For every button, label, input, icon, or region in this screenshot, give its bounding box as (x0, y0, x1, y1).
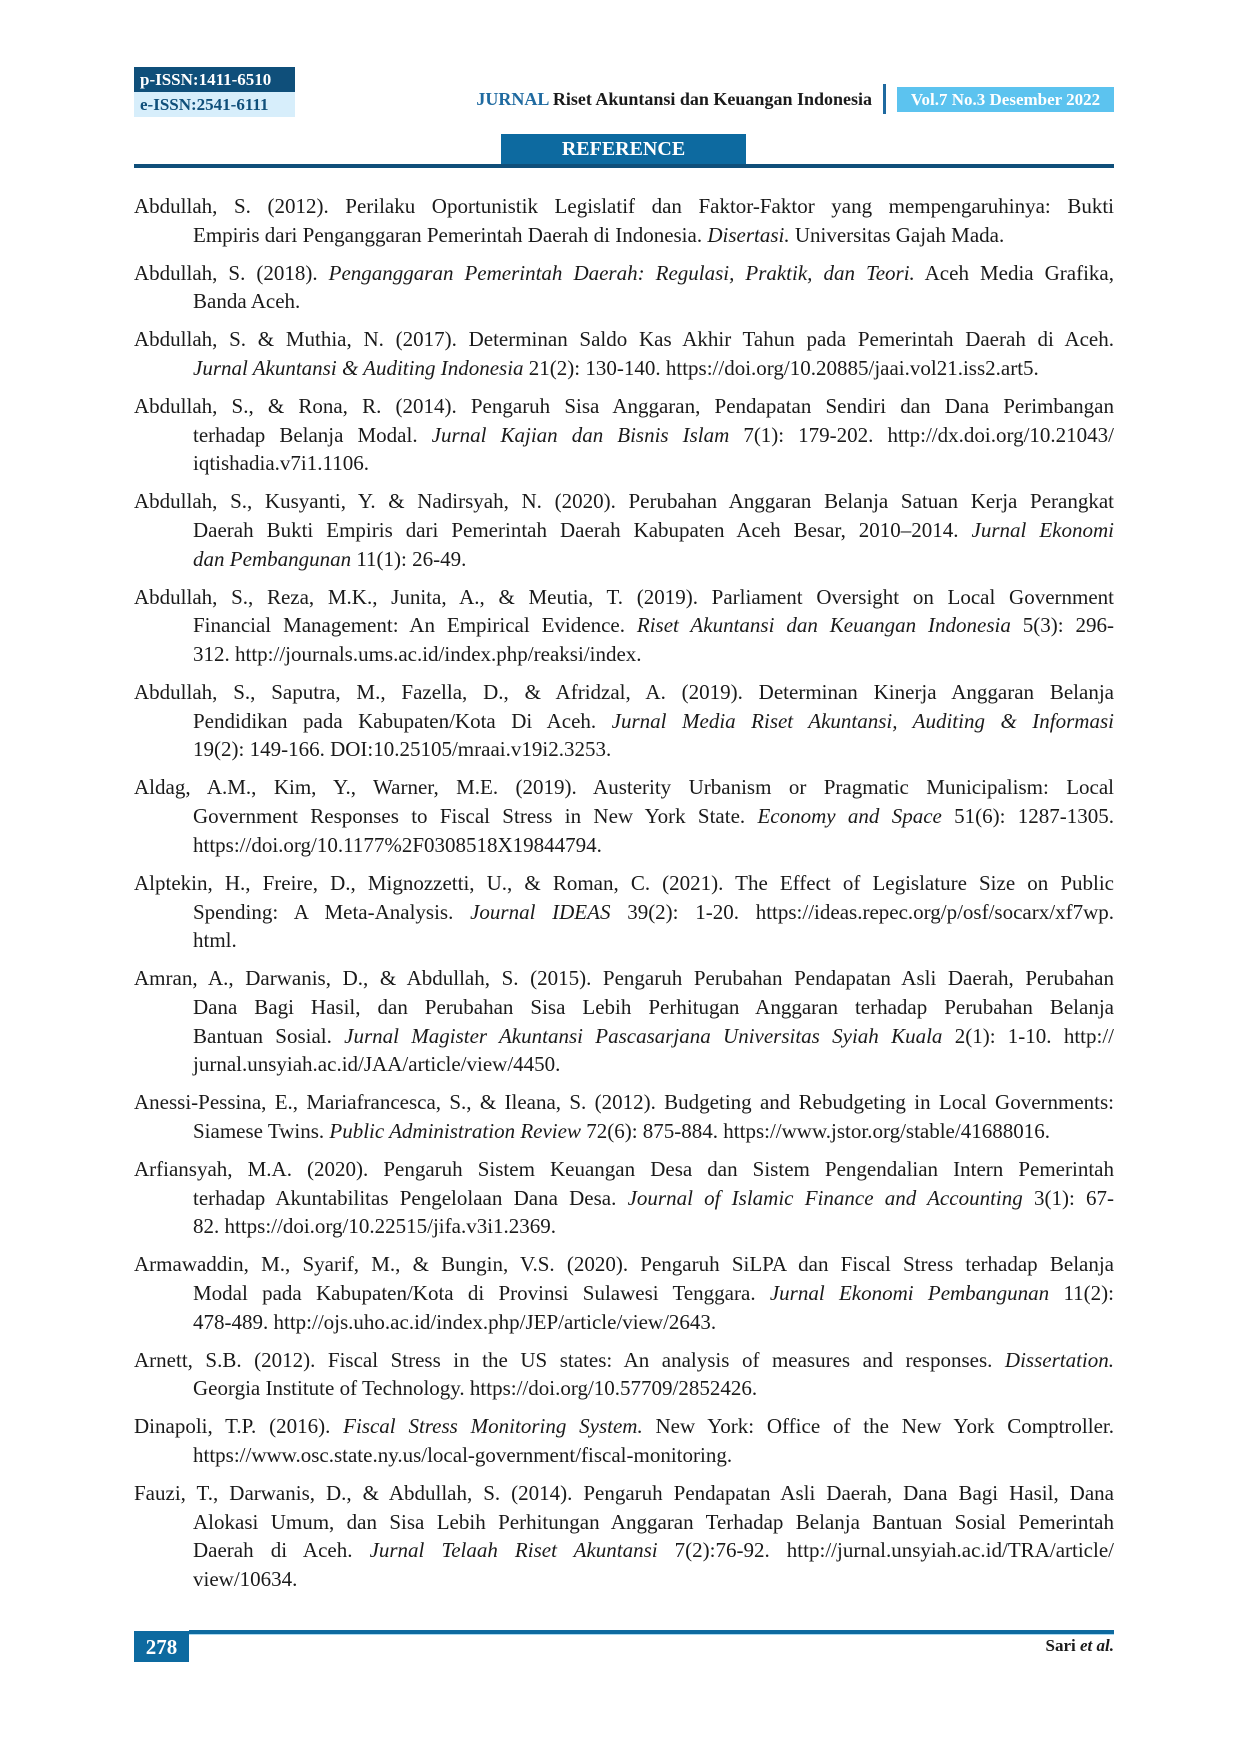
reference-entry (134, 678, 1114, 764)
reference-text: html. (193, 928, 237, 953)
reference-line (134, 640, 1114, 669)
header-separator (883, 84, 886, 114)
reference-line (134, 1479, 1114, 1508)
reference-text: Fauzi, T., Darwanis, D., & Abdullah, S. (2014). Pengaruh Pendapatan Asli Daerah, Dana Bagi Hasil, Dana (134, 1480, 1114, 1505)
reference-text: Georgia Institute of Technology. https://doi.org/10.57709/2852426. (193, 1376, 758, 1401)
reference-line (134, 221, 1114, 250)
reference-italic-text: Journal IDEAS (470, 899, 611, 924)
reference-line (134, 1441, 1114, 1470)
reference-text: 51(6): 1287-1305. (941, 804, 1114, 829)
reference-line (134, 1346, 1114, 1375)
reference-italic-text: Disertasi. (707, 222, 790, 247)
reference-line (134, 354, 1114, 383)
reference-line (134, 1412, 1114, 1441)
reference-text: Arfiansyah, M.A. (2020). Pengaruh Sistem Keuangan Desa dan Sistem Pengendalian Intern Pemerintah (134, 1156, 1114, 1181)
reference-line (134, 831, 1114, 860)
reference-text: Amran, A., Darwanis, D., & Abdullah, S. (2015). Pengaruh Perubahan Pendapatan Asli Daerah, Perubahan (134, 966, 1114, 991)
reference-line (134, 325, 1114, 354)
reference-italic-text: Jurnal Magister Akuntansi Pascasarjana Universitas Syiah Kuala (344, 1023, 943, 1048)
reference-line (134, 678, 1114, 707)
e-issn: e-ISSN:2541-6111 (134, 92, 295, 117)
reference-text: Pendidikan pada Kabupaten/Kota Di Aceh. (193, 708, 612, 733)
reference-text: Alokasi Umum, dan Sisa Lebih Perhitungan Anggaran Terhadap Belanja Bantuan Sosial Pemerintah (193, 1509, 1114, 1534)
reference-text: terhadap Belanja Modal. (193, 422, 432, 447)
reference-line (134, 1155, 1114, 1184)
reference-text: 478-489. http://ojs.uho.ac.id/index.php/JEP/article/view/2643. (193, 1309, 717, 1334)
journal-prefix: JURNAL (476, 89, 549, 109)
reference-line (134, 1508, 1114, 1537)
reference-line (134, 1212, 1114, 1241)
reference-italic-text: Dissertation. (1004, 1347, 1114, 1372)
reference-text: 21(2): 130-140. https://doi.org/10.20885/jaai.vol21.iss2.art5. (523, 356, 1039, 381)
reference-list (134, 192, 1114, 1603)
reference-text: Empiris dari Penganggaran Pemerintah Daerah di Indonesia. (193, 222, 708, 247)
reference-entry (134, 392, 1114, 478)
reference-text: Aldag, A.M., Kim, Y., Warner, M.E. (2019). Austerity Urbanism or Pragmatic Municipalism: Local (134, 775, 1114, 800)
reference-line (134, 192, 1114, 221)
reference-text: https://www.osc.state.ny.us/local-government/fiscal-monitoring. (193, 1442, 733, 1467)
reference-italic-text: Journal of Islamic Finance and Accounting (627, 1185, 1023, 1210)
reference-line (134, 1279, 1114, 1308)
reference-text: Abdullah, S. (2018). (134, 260, 329, 285)
reference-line (134, 735, 1114, 764)
reference-text: iqtishadia.v7i1.1106. (193, 451, 369, 476)
reference-entry (134, 964, 1114, 1079)
reference-line (134, 707, 1114, 736)
reference-italic-text: Jurnal Akuntansi & Auditing Indonesia (193, 356, 524, 381)
reference-text: Abdullah, S., Reza, M.K., Junita, A., & Meutia, T. (2019). Parliament Oversight on Local Government (134, 584, 1114, 609)
reference-text: 7(2):76-92. http://jurnal.unsyiah.ac.id/TRA/article/ (657, 1538, 1114, 1563)
journal-title (476, 87, 872, 112)
author-suffix: et al. (1080, 1636, 1114, 1655)
reference-text: Abdullah, S. & Muthia, N. (2017). Determinan Saldo Kas Akhir Tahun pada Pemerintah Daerah di Aceh. (134, 327, 1114, 352)
reference-entry (134, 487, 1114, 573)
section-title: REFERENCE (501, 134, 746, 164)
reference-text: Abdullah, S., Saputra, M., Fazella, D., & Afridzal, A. (2019). Determinan Kinerja Anggaran Belanja (134, 680, 1114, 705)
reference-line (134, 287, 1114, 316)
reference-text: Abdullah, S. (2012). Perilaku Oportunistik Legislatif dan Faktor-Faktor yang mempengaruhinya: Bukti (134, 194, 1114, 218)
reference-text: Daerah di Aceh. (193, 1538, 370, 1563)
reference-line (134, 1536, 1114, 1565)
reference-entry (134, 192, 1114, 249)
reference-text: Dana Bagi Hasil, dan Perubahan Sisa Lebih Perhitugan Anggaran terhadap Perubahan Belanja (193, 994, 1114, 1019)
reference-text: 19(2): 149-166. DOI:10.25105/mraai.v19i2.3253. (193, 737, 612, 762)
reference-text: 5(3): 296- (1010, 613, 1114, 638)
reference-entry (134, 583, 1114, 669)
footer-rule (189, 1630, 1114, 1635)
reference-line (134, 421, 1114, 450)
reference-text: Daerah Bukti Empiris dari Pemerintah Daerah Kabupaten Aceh Besar, 2010–2014. (193, 518, 972, 543)
reference-text: terhadap Akuntabilitas Pengelolaan Dana Desa. (193, 1185, 628, 1210)
reference-entry (134, 325, 1114, 382)
reference-line (134, 449, 1114, 478)
reference-text: Modal pada Kabupaten/Kota di Provinsi Sulawesi Tenggara. (193, 1280, 770, 1305)
reference-text: Abdullah, S., & Rona, R. (2014). Pengaruh Sisa Anggaran, Pendapatan Sendiri dan Dana Perimbangan (134, 394, 1114, 419)
header-rule (134, 164, 1114, 168)
reference-entry (134, 259, 1114, 316)
reference-italic-text: Jurnal Kajian dan Bisnis Islam (431, 422, 730, 447)
reference-line (134, 898, 1114, 927)
journal-name: Riset Akuntansi dan Keuangan Indonesia (552, 89, 872, 109)
reference-line (134, 773, 1114, 802)
reference-text: Bantuan Sosial. (193, 1023, 345, 1048)
reference-line (134, 1050, 1114, 1079)
reference-line (134, 1022, 1114, 1051)
reference-text: 312. http://journals.ums.ac.id/index.php/reaksi/index. (193, 642, 642, 667)
reference-text: https://doi.org/10.1177%2F0308518X19844794. (193, 832, 602, 857)
reference-line (134, 392, 1114, 421)
page-number: 278 (134, 1631, 189, 1662)
reference-text: 82. https://doi.org/10.22515/jifa.v3i1.2369. (193, 1214, 557, 1239)
p-issn: p-ISSN:1411-6510 (134, 67, 295, 92)
reference-italic-text: Jurnal Telaah Riset Akuntansi (369, 1538, 658, 1563)
reference-entry (134, 1088, 1114, 1145)
reference-text: Government Responses to Fiscal Stress in New York State. (193, 804, 758, 829)
reference-line (134, 611, 1114, 640)
reference-text: Dinapoli, T.P. (2016). (134, 1414, 344, 1439)
reference-text: Arnett, S.B. (2012). Fiscal Stress in the US states: An analysis of measures and responses. (134, 1347, 1005, 1372)
reference-line (134, 1565, 1114, 1594)
reference-text: Siamese Twins. (193, 1118, 330, 1143)
reference-line (134, 1184, 1114, 1213)
running-author (1046, 1636, 1114, 1656)
reference-entry (134, 773, 1114, 859)
reference-text: view/10634. (193, 1567, 298, 1592)
reference-text: Financial Management: An Empirical Evidence. (193, 613, 637, 638)
reference-line (134, 869, 1114, 898)
reference-text: Banda Aceh. (193, 289, 301, 314)
reference-line (134, 259, 1114, 288)
reference-text: Abdullah, S., Kusyanti, Y. & Nadirsyah, N. (2020). Perubahan Anggaran Belanja Satuan Kerja Perangkat (134, 489, 1114, 514)
reference-text: New York: Office of the New York Comptroller. (642, 1414, 1115, 1439)
reference-text: Universitas Gajah Mada. (789, 222, 1005, 247)
reference-line (134, 1374, 1114, 1403)
reference-line (134, 583, 1114, 612)
reference-italic-text: Jurnal Media Riset Akuntansi, Auditing & Informasi (611, 708, 1114, 733)
reference-text: 7(1): 179-202. http://dx.doi.org/10.21043/ (729, 422, 1114, 447)
author-name: Sari (1045, 1636, 1076, 1655)
reference-line (134, 926, 1114, 955)
reference-line (134, 516, 1114, 545)
reference-text: 11(2): (1049, 1280, 1114, 1305)
reference-italic-text: Riset Akuntansi dan Keuangan Indonesia (636, 613, 1011, 638)
reference-line (134, 1117, 1114, 1146)
reference-line (134, 1088, 1114, 1117)
reference-line (134, 545, 1114, 574)
reference-text: 2(1): 1-10. http:// (942, 1023, 1114, 1048)
reference-text: Alptekin, H., Freire, D., Mignozzetti, U., & Roman, C. (2021). The Effect of Legislature Size on Public (134, 870, 1114, 895)
reference-line (134, 1308, 1114, 1337)
reference-entry (134, 1346, 1114, 1403)
reference-text: Spending: A Meta-Analysis. (193, 899, 471, 924)
reference-line (134, 802, 1114, 831)
reference-line (134, 964, 1114, 993)
reference-italic-text: Penganggaran Pemerintah Daerah: Regulasi, Praktik, dan Teori. (328, 260, 915, 285)
reference-italic-text: Fiscal Stress Monitoring System. (343, 1414, 643, 1439)
volume-badge: Vol.7 No.3 Desember 2022 (897, 87, 1114, 112)
reference-italic-text: Public Administration Review (329, 1118, 581, 1143)
reference-entry (134, 1479, 1114, 1594)
reference-line (134, 1250, 1114, 1279)
reference-italic-text: Jurnal Ekonomi (971, 518, 1114, 543)
reference-text: jurnal.unsyiah.ac.id/JAA/article/view/4450. (193, 1052, 561, 1077)
reference-italic-text: Economy and Space (757, 804, 942, 829)
reference-text: 3(1): 67- (1022, 1185, 1115, 1210)
reference-text: 72(6): 875-884. https://www.jstor.org/stable/41688016. (580, 1118, 1050, 1143)
reference-text: 11(1): 26-49. (351, 546, 467, 571)
reference-entry (134, 1412, 1114, 1469)
reference-line (134, 993, 1114, 1022)
reference-text: Aceh Media Grafika, (914, 260, 1114, 285)
reference-text: Anessi-Pessina, E., Mariafrancesca, S., & Ileana, S. (2012). Budgeting and Rebudgeting in Local Governments: (134, 1090, 1114, 1115)
reference-line (134, 487, 1114, 516)
reference-entry (134, 1250, 1114, 1336)
reference-text: 39(2): 1-20. https://ideas.repec.org/p/osf/socarx/xf7wp. (610, 899, 1114, 924)
reference-text: Armawaddin, M., Syarif, M., & Bungin, V.S. (2020). Pengaruh SiLPA dan Fiscal Stress terhadap Belanja (134, 1252, 1114, 1277)
reference-entry (134, 1155, 1114, 1241)
reference-italic-text: Jurnal Ekonomi Pembangunan (769, 1280, 1050, 1305)
reference-entry (134, 869, 1114, 955)
reference-italic-text: dan Pembangunan (193, 546, 352, 571)
issn-block (134, 67, 295, 117)
